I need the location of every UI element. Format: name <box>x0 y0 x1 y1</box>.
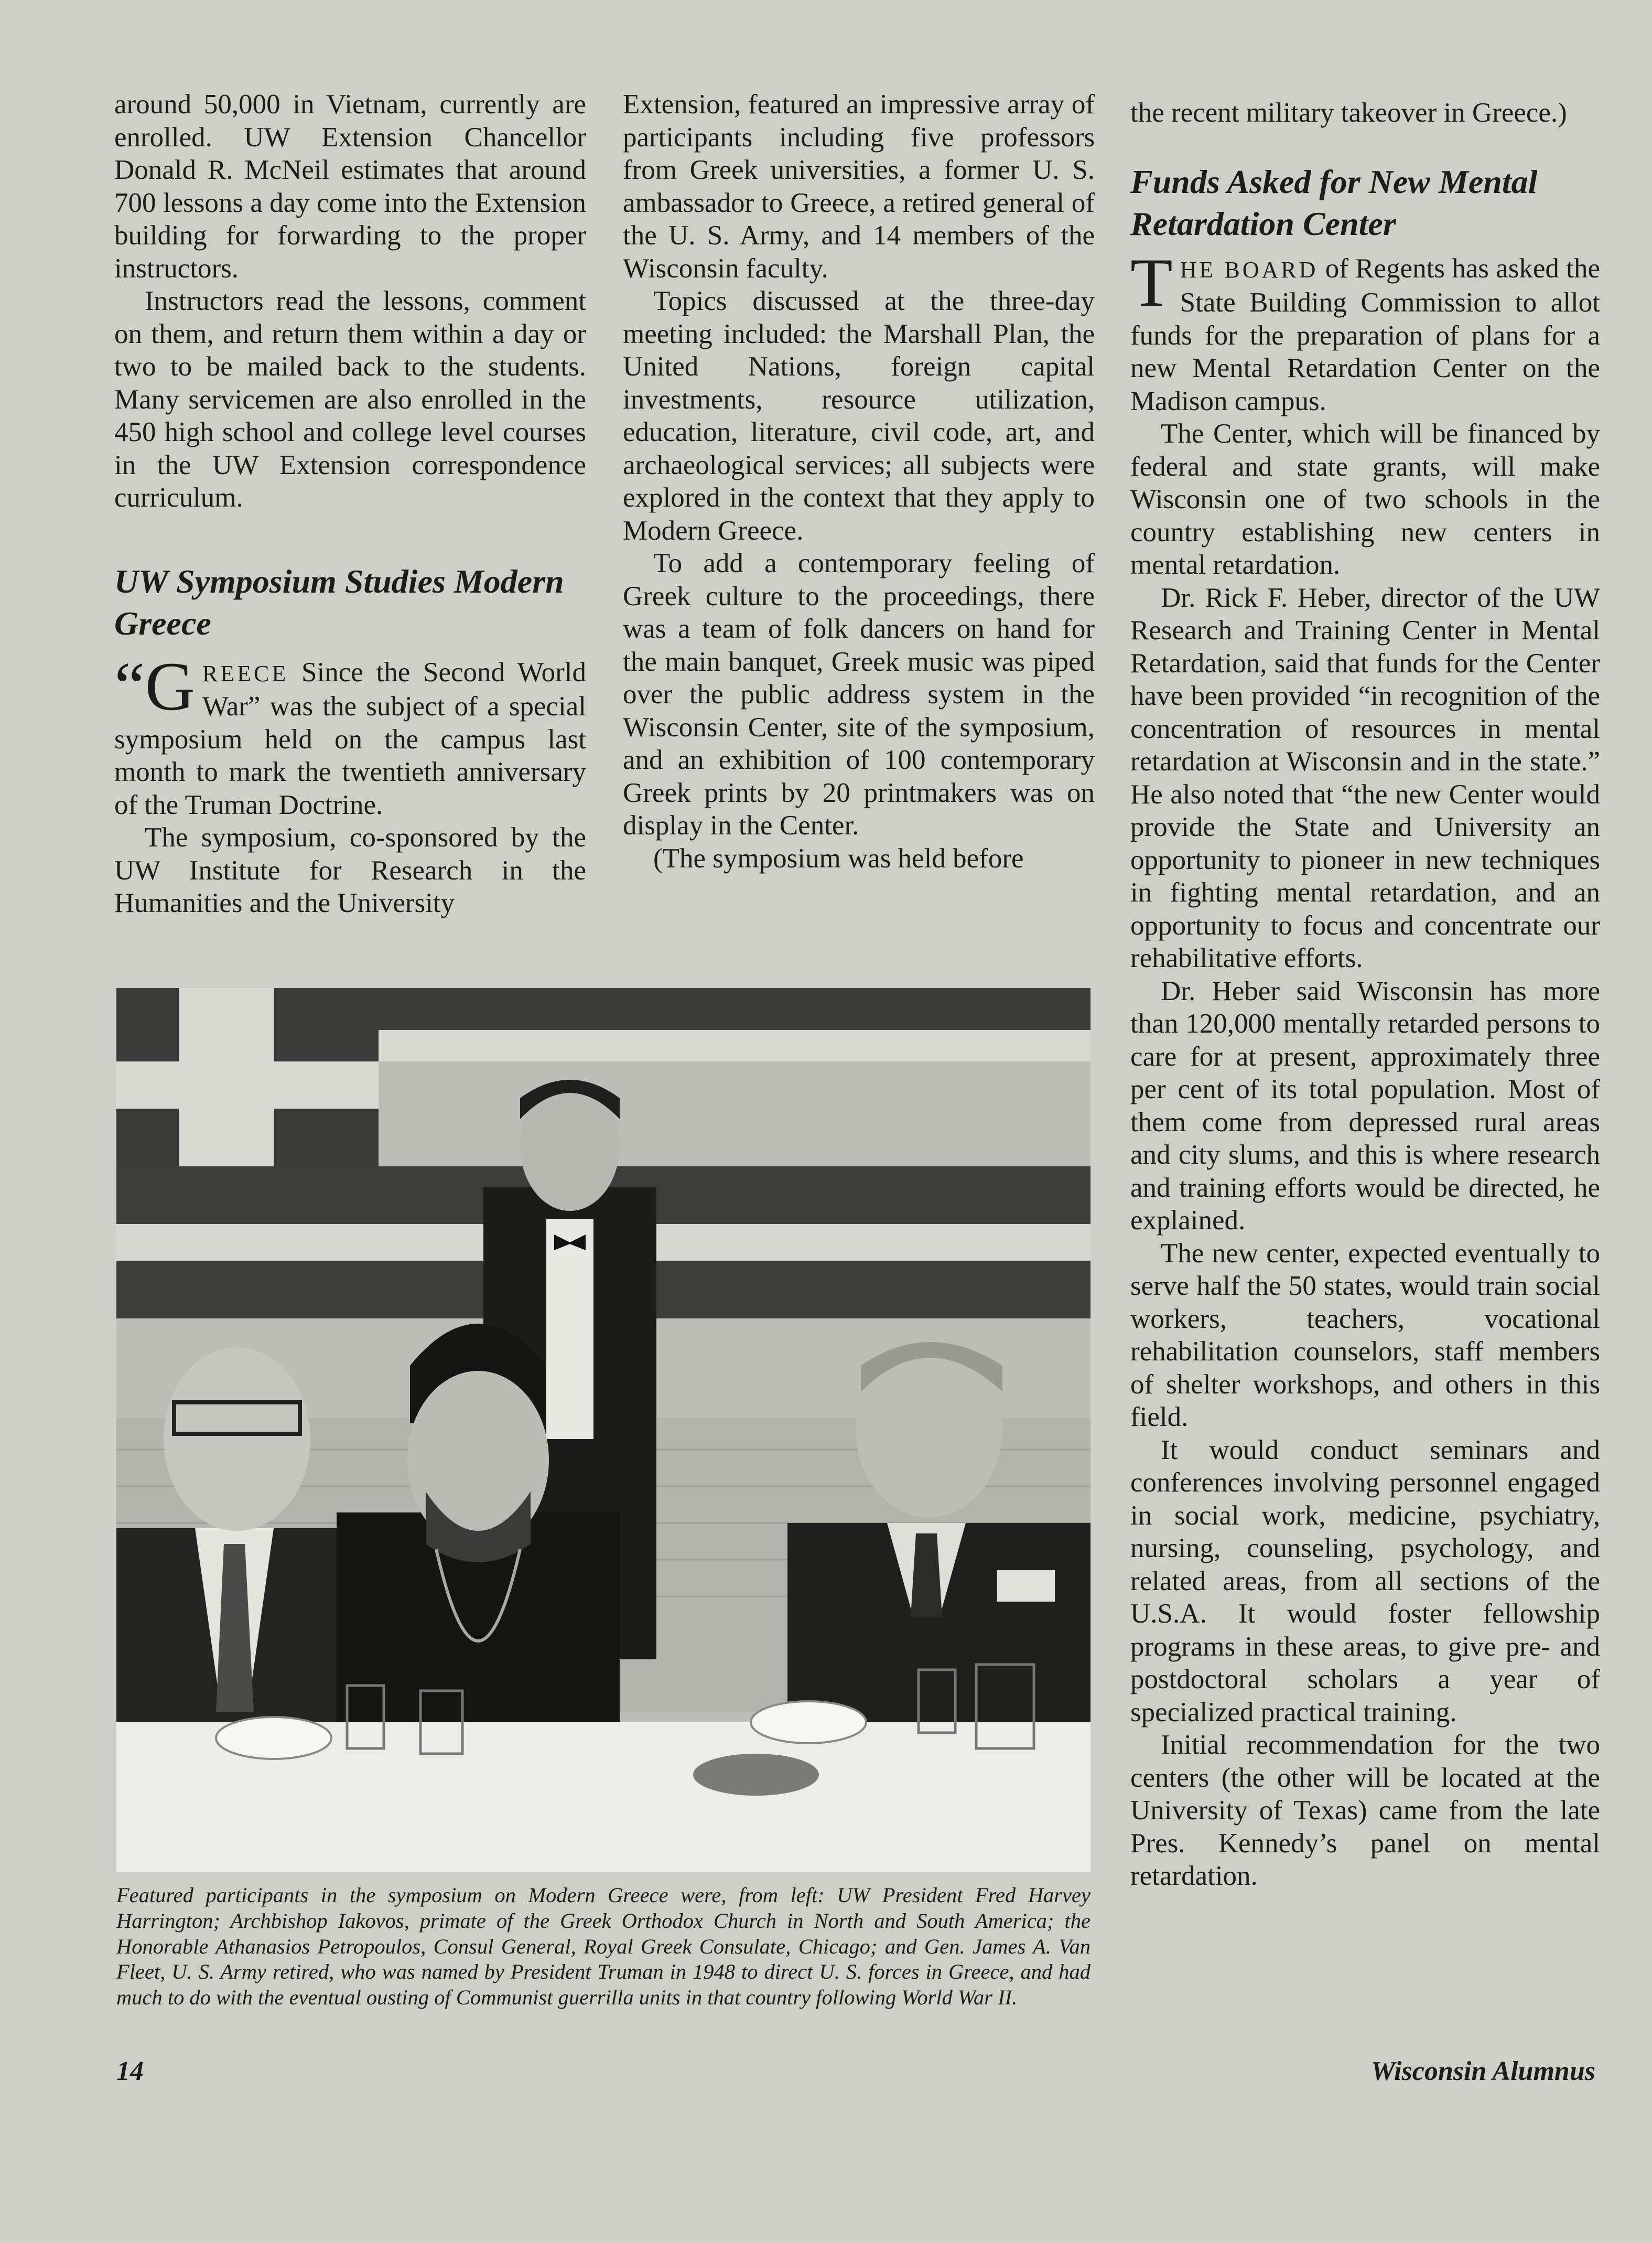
lead-small-caps: REECE <box>202 660 289 686</box>
photo-caption: Featured participants in the symposium on Modern Greece were, from left: UW President Fred Harvey Harrington; Archbishop Iakovos, primate of the Greek Orthodox Church in North and South America; the Honorable Athanasios Petropoulos, Consul General, Royal Greek Consulate, Chicago; and Gen. James A. Van Fleet, U. S. Army retired, who was named by President Truman in 1948 to direct U. S. forces in Greece, and had much to do with the eventual ousting of Communist guerrilla units in that country following World War II. <box>116 1883 1090 2010</box>
paragraph: To add a contemporary feeling of Greek culture to the proceedings, there was a team of folk dancers on hand for the main banquet, Greek music was piped over the public address system in the Wisconsin Center, site of the symposium, and an exhibition of 100 contemporary Greek prints by 20 printmakers was on display in the Center. <box>623 548 1095 841</box>
paragraph: (The symposium was held before <box>653 843 1024 874</box>
drop-cap: T <box>1130 243 1173 321</box>
paragraph: Extension, featured an impressive array of participants including five professors from Greek universities, a former U. S. ambassador to Greece, a retired general of the U. S. Army, and 14 members of the Wisconsin faculty. <box>623 89 1095 284</box>
publication-title: Wisconsin Alumnus <box>1370 2056 1595 2086</box>
paragraph: Dr. Rick F. Heber, director of the UW Research and Training Center in Mental Retardation, said that funds for the Center have been provided “in recognition of the concentration of resources in mental retardation at Wisconsin and in the state.” He also noted that “the new Center would provide the State and University an opportunity to pioneer in new techniques in fighting mental retardation, and an opportunity to focus and concentrate our rehabilitative efforts. <box>1130 582 1600 973</box>
photograph <box>116 988 1090 1872</box>
paragraph: Dr. Heber said Wisconsin has more than 120,000 mentally retarded persons to care for at present, approximately three per cent of its total population. Most of them come from depressed rural areas and city slums, and this is where research and training efforts would be directed, he explained. <box>1130 975 1600 1236</box>
paragraph: The symposium, co-sponsored by the UW Institute for Research in the Humanities and the University <box>114 822 586 918</box>
paragraph: Instructors read the lessons, comment on them, and return them within a day or two to be mailed back to the students. Many servicemen are also enrolled in the 450 high school and college level courses in the UW Extension correspondence curriculum. <box>114 286 586 513</box>
paragraph: It would conduct seminars and conferences involving personnel engaged in social work, medicine, psychiatry, nursing, counseling, psychology, and related areas, from all sections of the U.S.A. It would foster fellowship programs in these areas, to give pre- and postdoctoral scholars a year of specialized practical training. <box>1130 1434 1600 1727</box>
paragraph: around 50,000 in Vietnam, currently are enrolled. UW Extension Chancellor Donald R. McNeil estimates that around 700 lessons a day come into the Extension building for forwarding to the proper instructors. <box>114 89 586 284</box>
paragraph: the recent military takeover in Greece.) <box>1130 98 1567 128</box>
paragraph-lead: “G REECE Since the Second World War” was the subject of a special symposium held on the campus last month to mark the twentieth anniversary of the Truman Doctrine. <box>114 647 586 820</box>
paragraph: Initial recommendation for the two centers (the other will be located at the University of Texas) came from the late Pres. Kennedy’s panel on mental retardation. <box>1130 1730 1600 1891</box>
drop-cap: “G <box>114 647 195 725</box>
column-left <box>114 88 586 920</box>
lead-small-caps: HE BOARD <box>1180 256 1319 283</box>
page-number: 14 <box>116 2056 144 2086</box>
paragraph: The new center, expected eventually to serve half the 50 states, would train social workers, teachers, vocational rehabilitation counselors, staff members of shelter workshops, and others in this field. <box>1130 1238 1600 1432</box>
column-middle <box>623 88 1095 875</box>
paragraph: The Center, which will be financed by federal and state grants, will make Wisconsin one of two schools in the country establishing new centers in mental retardation. <box>1130 418 1600 580</box>
article-heading: UW Symposium Studies Modern Greece <box>114 562 564 642</box>
paragraph-lead: THE BOARD of Regents has asked the State Building Commission to allot funds for the preparation of plans for a new Mental Retardation Center on the Madison campus. <box>1130 243 1600 416</box>
article-heading: Funds Asked for New Mental Retardation Center <box>1130 163 1538 242</box>
photo-illustration <box>116 988 1090 1872</box>
paragraph: Topics discussed at the three-day meeting included: the Marshall Plan, the United Nations, foreign capital investments, resource utilization, education, literature, civil code, art, and archaeological services; all subjects were explored in the context that they apply to Modern Greece. <box>623 286 1095 546</box>
column-right <box>1130 96 1600 1893</box>
